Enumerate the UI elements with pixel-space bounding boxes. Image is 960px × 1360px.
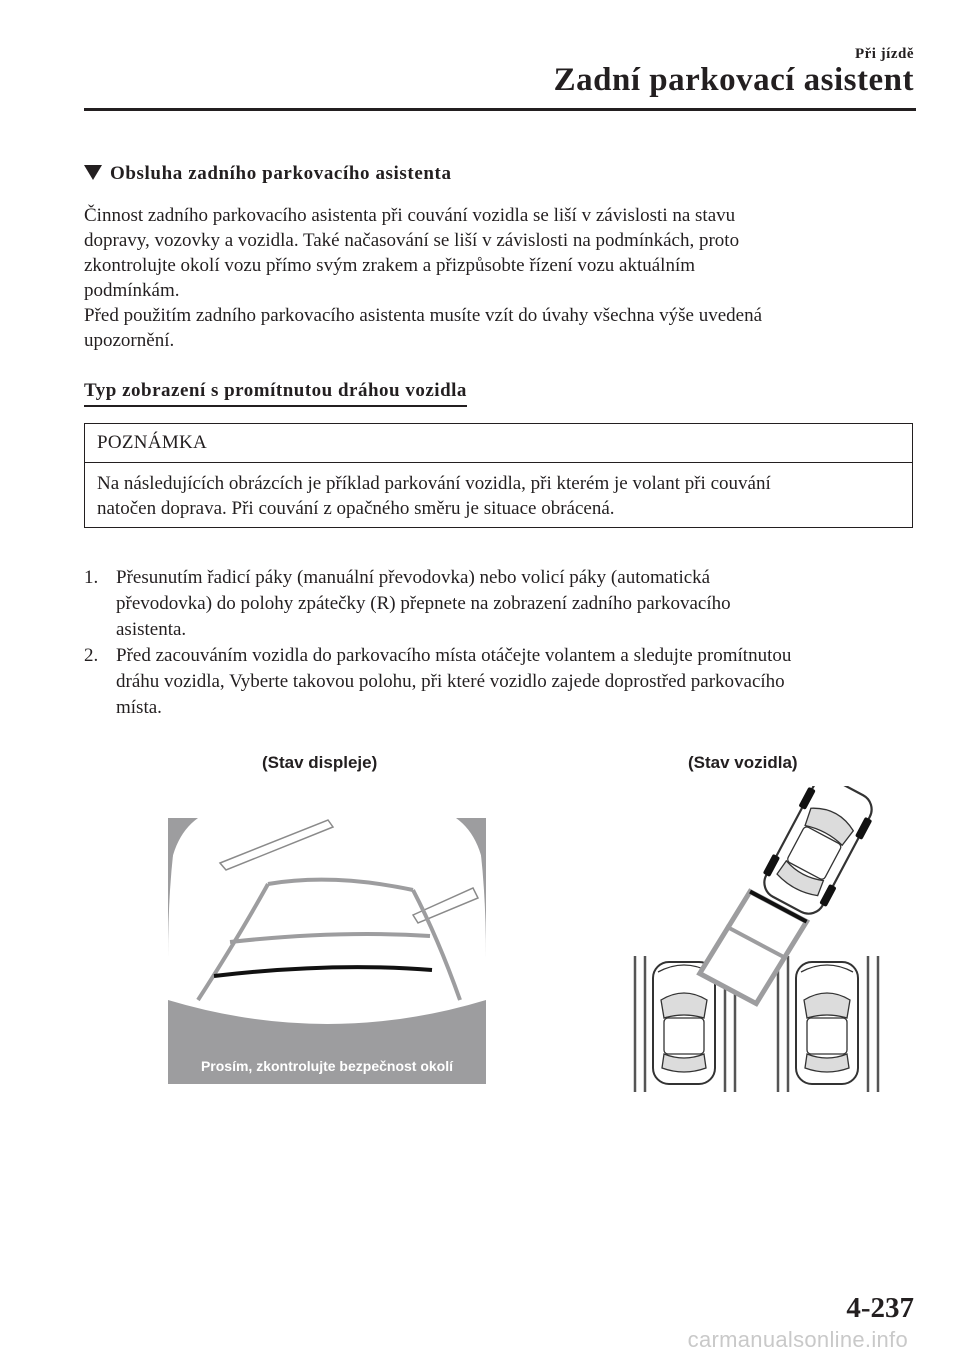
step-line: dráhu vozidla, Vyberte takovou polohu, při které vozidlo zajede doprostřed parkovacího xyxy=(116,671,785,692)
page-title: Zadní parkovací asistent xyxy=(553,62,914,98)
section-label: Při jízdě xyxy=(854,46,914,62)
note-box xyxy=(84,423,913,528)
step-line: Přesunutím řadicí páky (manuální převodovka) nebo volicí páky (automatická xyxy=(116,567,711,588)
triangle-bullet-icon xyxy=(84,165,102,180)
step-number: 1. xyxy=(84,567,99,588)
note-body xyxy=(85,463,912,521)
display-caption: (Stav displeje) xyxy=(262,753,378,772)
step-line: převodovka) do polohy zpátečky (R) přepnete na zobrazení zadního parkovacího xyxy=(116,593,731,614)
sub-heading: Typ zobrazení s promítnutou dráhou vozidla xyxy=(84,380,467,407)
intro-line: Před použitím zadního parkovacího asistenta musíte vzít do úvahy všechna výše uvedená xyxy=(84,305,763,326)
section-heading xyxy=(84,163,452,185)
note-title: POZNÁMKA xyxy=(85,424,912,463)
step-line: asistenta. xyxy=(116,619,187,640)
intro-line: upozornění. xyxy=(84,330,175,351)
intro-line: zkontrolujte okolí vozu přímo svým zrakem a přizpůsobte řízení vozu aktuálním xyxy=(84,255,696,276)
header-rule xyxy=(84,108,916,111)
intro-line: dopravy, vozovky a vozidla. Také načasování se liší v závislosti na podmínkách, proto xyxy=(84,230,740,251)
screen-message: Prosím, zkontrolujte bezpečnost okolí xyxy=(200,1058,454,1074)
note-line: natočen doprava. Při couvání z opačného směru je situace obrácená. xyxy=(97,498,615,519)
watermark: carmanualsonline.info xyxy=(687,1327,908,1352)
step-line: Před zacouváním vozidla do parkovacího místa otáčejte volantem a sledujte promítnutou xyxy=(116,645,792,666)
note-line: Na následujících obrázcích je příklad parkování vozidla, při kterém je volant při couvání xyxy=(97,473,771,494)
camera-display-illustration xyxy=(168,818,486,1084)
intro-line: podmínkám. xyxy=(84,280,180,301)
steps-list xyxy=(84,565,916,721)
step-item xyxy=(84,643,916,721)
intro-paragraph xyxy=(84,203,916,353)
section-heading-text: Obsluha zadního parkovacího asistenta xyxy=(110,163,452,184)
page-number: 4-237 xyxy=(846,1292,914,1324)
step-line: místa. xyxy=(116,697,162,718)
vehicle-caption: (Stav vozidla) xyxy=(688,753,798,772)
step-number: 2. xyxy=(84,645,99,666)
intro-line: Činnost zadního parkovacího asistenta při couvání vozidla se liší v závislosti na stavu xyxy=(84,205,736,226)
step-item xyxy=(84,565,916,643)
vehicle-position-illustration xyxy=(618,786,886,1098)
